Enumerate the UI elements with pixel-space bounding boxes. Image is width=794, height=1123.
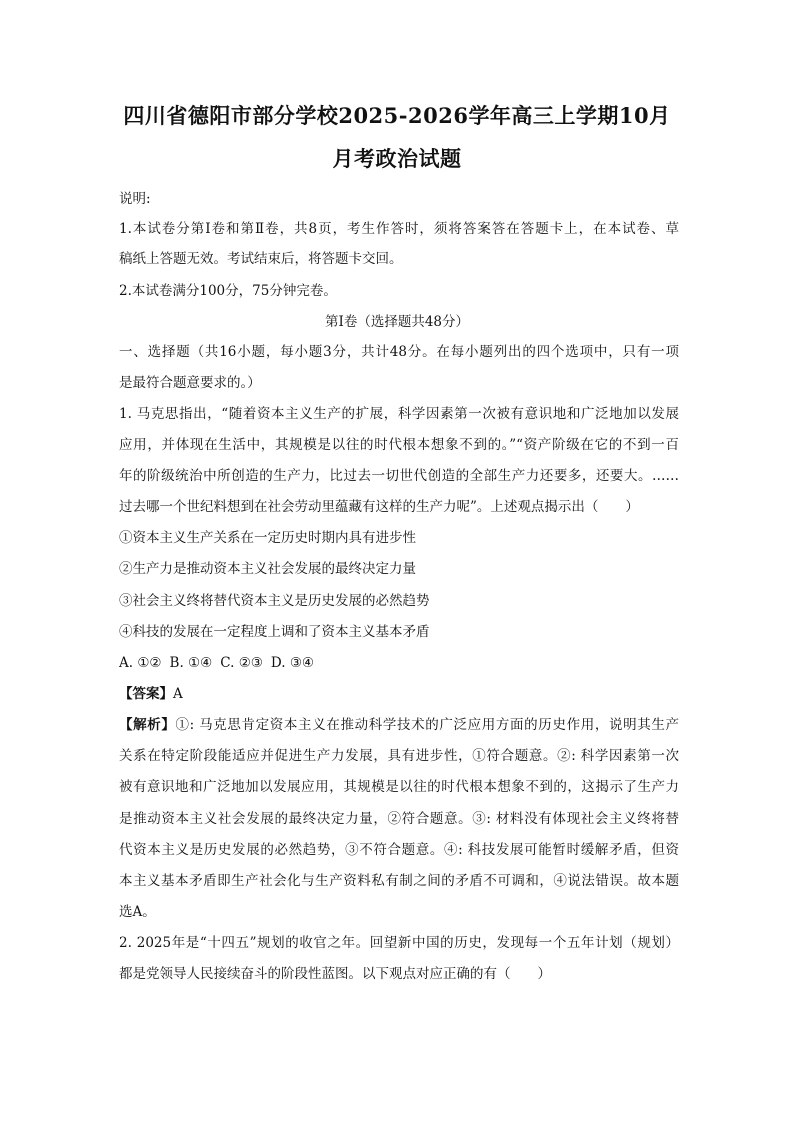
analysis-text-1: ①: 马克思肯定资本主义在推动科学技术的广泛应用方面的历史作用，说明其生产 [175,717,679,733]
question-1-analysis-line-4: 是推动资本主义社会发展的最终决定力量，②符合题意。③: 材料没有体现社会主义终将替 [119,811,679,827]
document-title-line-1: 四川省德阳市部分学校2025-2026学年高三上学期10月 [123,103,671,128]
choice-a: A. ①② [119,655,162,671]
question-2-stem-line-2: 都是党领导人民接续奋斗的阶段性蓝图。以下观点对应正确的有（ ） [119,966,551,982]
section-heading: 第Ⅰ卷（选择题共48分） [324,314,469,330]
question-2-stem-line-1: 2. 2025年是“十四五”规划的收官之年。回望新中国的历史，发现每一个五年计划（规划） [119,935,679,951]
question-1-analysis-line-6: 本主义基本矛盾即生产社会化与生产资料私有制之间的矛盾不可调和，④说法错误。故本题 [119,873,679,889]
answer-label: 【答案】 [119,686,173,702]
question-1-option-4: ④科技的发展在一定程度上调和了资本主义基本矛盾 [119,624,430,640]
question-1-analysis-line-1 [119,717,679,733]
question-1-option-1: ①资本主义生产关系在一定历史时期内具有进步性 [119,530,416,546]
question-1-stem-line-1: 1. 马克思指出，“随着资本主义生产的扩展，科学因素第一次被有意识地和广泛地加以发展 [119,406,679,422]
question-1-answer [119,686,679,702]
choice-b: B. ①④ [169,655,213,671]
document-title-line-2: 月考政治试题 [332,146,462,171]
instruction-item-2: 2.本试卷满分100分，75分钟完卷。 [119,283,337,299]
question-1-analysis-line-7: 选A。 [119,904,156,920]
instruction-item-1-line-2: 稿纸上答题无效。考试结束后，将答题卡交回。 [119,251,403,267]
section-intro-line-2: 是最符合题意要求的。） [119,375,261,391]
instruction-item-1-line-1: 1.本试卷分第Ⅰ卷和第Ⅱ卷，共8页，考生作答时，须将答案答在答题卡上，在本试卷、草 [119,221,679,237]
question-1-stem-line-4: 过去哪一个世纪料想到在社会劳动里蕴藏有这样的生产力呢”。上述观点揭示出（ ） [119,499,639,515]
choice-c: C. ②③ [220,655,263,671]
answer-value: A [173,686,183,702]
question-1-stem-line-2: 应用，并体现在生活中，其规模是以往的时代根本想象不到的。”“资产阶级在它的不到一百 [119,437,679,453]
question-1-option-3: ③社会主义终将替代资本主义是历史发展的必然趋势 [119,593,430,609]
instructions-heading: 说明: [119,191,151,207]
analysis-label: 【解析】 [119,717,176,733]
section-intro-line-1: 一、选择题（共16小题，每小题3分，共计48分。在每小题列出的四个选项中，只有一项 [119,344,679,360]
choice-d: D. ③④ [270,655,315,671]
question-1-analysis-line-5: 代资本主义是历史发展的必然趋势，③不符合题意。④: 科技发展可能暂时缓解矛盾，但资 [119,842,679,858]
question-1-stem-line-3: 年的阶级统治中所创造的生产力，比过去一切世代创造的全部生产力还要多，还要大。…… [119,468,679,484]
question-1-analysis-line-3: 被有意识地和广泛地加以发展应用，其规模是以往的时代根本想象不到的，这揭示了生产力 [119,779,679,795]
question-1-option-2: ②生产力是推动资本主义社会发展的最终决定力量 [119,561,416,577]
question-1-choices [119,655,679,671]
question-1-analysis-line-2: 关系在特定阶段能适应并促进生产力发展，具有进步性，①符合题意。②: 科学因素第一次 [119,748,679,764]
